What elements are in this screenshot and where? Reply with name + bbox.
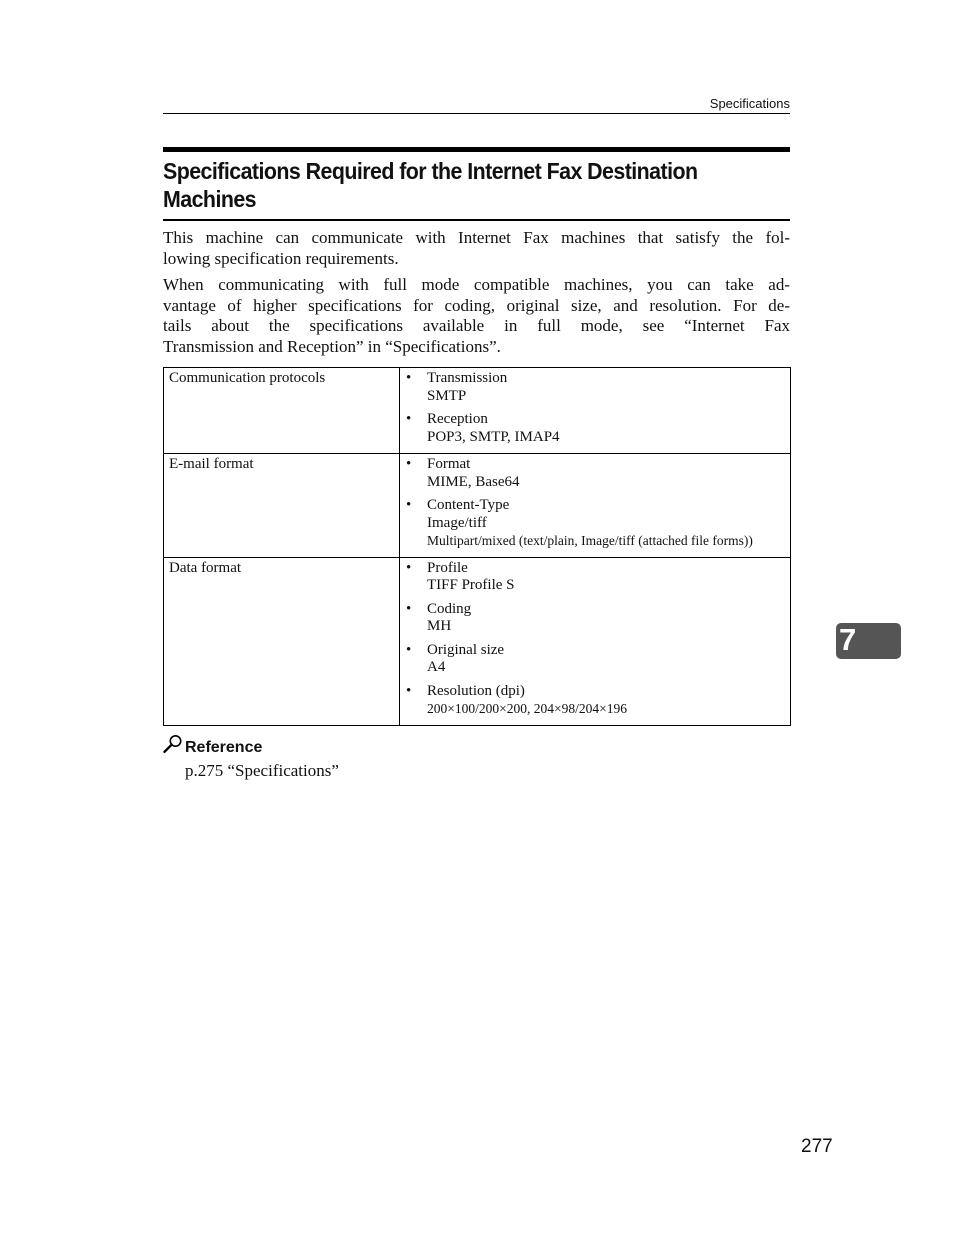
intro-line-2: lowing specification requirements.	[163, 248, 399, 268]
row-label: E-mail format	[164, 454, 400, 558]
item-name: Original size	[427, 641, 505, 658]
chapter-tab	[836, 623, 901, 659]
page-title-line-1: Specifications Required for the Internet Fax Destination	[163, 158, 698, 184]
row-label: Communication protocols	[164, 368, 400, 454]
bullet: •	[406, 370, 412, 386]
title-bottom-rule	[163, 219, 790, 221]
page-title	[163, 157, 746, 213]
list-item	[400, 411, 790, 446]
running-header: Specifications	[163, 96, 790, 114]
list-item	[400, 456, 790, 491]
row-label: Data format	[164, 557, 400, 725]
table-row	[164, 454, 791, 558]
item-name: Format	[427, 456, 471, 472]
item-name: Profile	[427, 559, 468, 576]
list-item	[400, 683, 790, 718]
row-items	[400, 454, 791, 558]
title-top-rule	[163, 147, 790, 152]
item-value: POP3, SMTP, IMAP4	[427, 428, 560, 445]
list-item	[400, 497, 790, 550]
reference-link[interactable]: p.275 “Specifications”	[185, 761, 339, 780]
bullet: •	[406, 682, 412, 699]
table-row	[164, 557, 791, 725]
full-mode-line-4: Transmission and Reception” in “Specifications”.	[163, 336, 501, 356]
item-value: TIFF Profile S	[427, 577, 515, 593]
bullet: •	[406, 600, 412, 617]
row-items	[400, 557, 791, 725]
item-name: Coding	[427, 600, 472, 617]
bullet: •	[406, 559, 412, 576]
item-name: Reception	[427, 411, 488, 427]
item-value: MIME, Base64	[427, 473, 520, 490]
item-value: Multipart/mixed (text/plain, Image/tiff (attached file forms))	[427, 533, 753, 548]
full-mode-line-1: When communicating with full mode compatible machines, you can take ad-	[163, 275, 790, 294]
list-item	[400, 601, 790, 636]
item-name: Resolution (dpi)	[427, 682, 525, 699]
item-value: SMTP	[427, 387, 467, 404]
item-value: 200×100/200×200, 204×98/204×196	[427, 701, 627, 716]
intro-line-1: This machine can communicate with Internet Fax machines that satisfy the fol-	[163, 228, 790, 247]
bullet: •	[406, 456, 412, 472]
table-row	[164, 368, 791, 454]
item-value: A4	[427, 659, 446, 675]
row-items	[400, 368, 791, 454]
item-value: MH	[427, 618, 452, 634]
full-mode-line-2: vantage of higher specifications for coding, original size, and resolution. For de-	[163, 295, 790, 315]
full-mode-line-3: tails about the specifications available in full mode, see “Internet Fax	[163, 316, 790, 335]
list-item	[400, 370, 790, 405]
bullet: •	[406, 411, 412, 427]
specifications-table	[163, 367, 791, 726]
item-value: Image/tiff	[427, 514, 487, 531]
full-mode-paragraph	[163, 275, 790, 357]
page-number: 277	[801, 1136, 833, 1157]
chapter-number: 7	[839, 622, 857, 657]
item-name: Content-Type	[427, 497, 510, 513]
intro-paragraph	[163, 228, 790, 269]
page-title-line-2: Machines	[163, 186, 257, 212]
bullet: •	[406, 497, 412, 513]
reference-heading: Reference	[185, 739, 263, 756]
bullet: •	[406, 641, 412, 658]
list-item	[400, 642, 790, 677]
item-name: Transmission	[427, 370, 508, 386]
list-item	[400, 560, 790, 595]
magnifier-icon	[163, 734, 183, 759]
